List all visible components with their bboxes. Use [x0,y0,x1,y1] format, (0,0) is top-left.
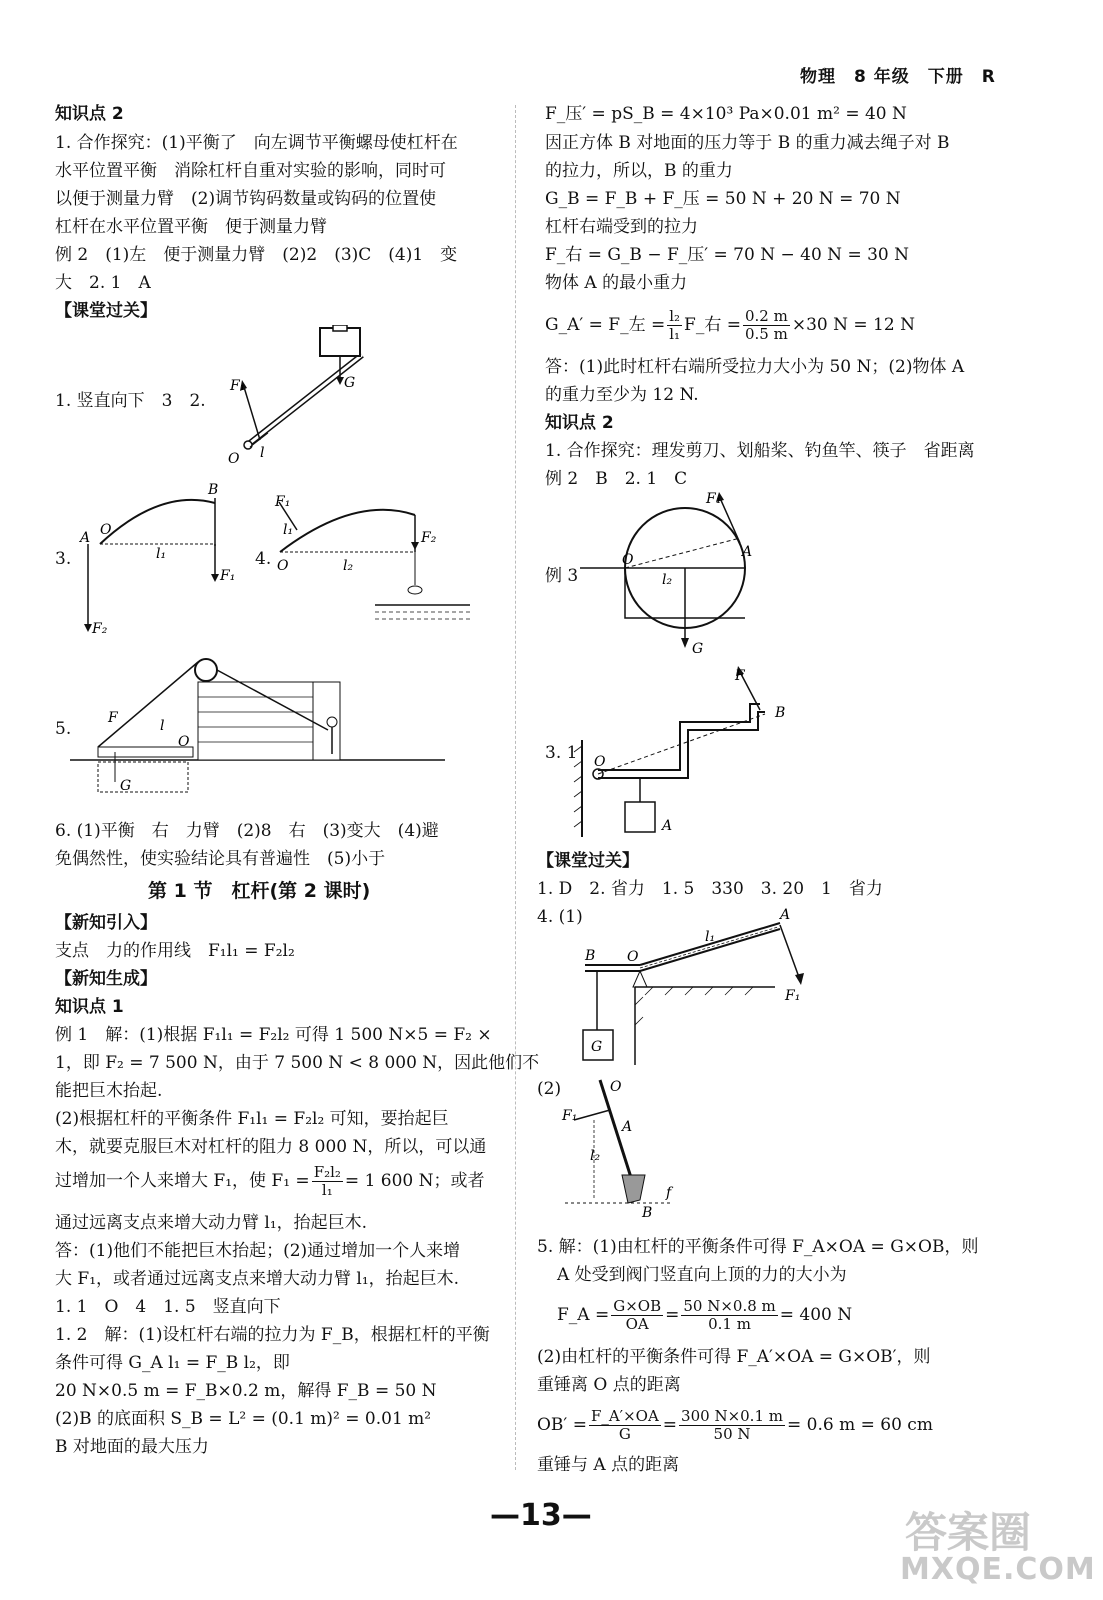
r8-frac1-den: l₁ [669,325,681,343]
q5-frac1-num: G×OB [613,1297,662,1315]
r8-frac2-num: 0.2 m [744,307,788,325]
label-F2: F₂ [92,621,108,637]
q3-label: 3. [55,549,72,569]
q5-line-6 [537,1408,933,1443]
q5-eq-2: = [662,1415,678,1435]
label-F1: F₁ [220,568,236,584]
r8-frac1-num: l₂ [669,307,681,325]
ex1-line-2: 1，即 F₂ = 7 500 N，由于 7 500 N < 8 000 N，因此他们不 [55,1053,540,1073]
label-B: B [208,482,219,498]
label-G: G [692,641,704,657]
q5-ob: OB′ = [537,1415,587,1435]
figure-q2-lever [220,325,390,465]
figure-kt4-1 [575,905,815,1075]
k2-line-1: 1. 合作探究：(1)平衡了 向左调节平衡螺母使杠杆在 [55,133,458,153]
figure-q3 [70,478,240,638]
label-l1: l₁ [705,929,716,945]
r-ketang-heading: 【课堂过关】 [537,851,639,871]
q5-frac3-num: F_A′×OA [590,1407,659,1425]
q5-label: 5. [55,719,72,739]
ex1-line-6 [55,1164,485,1199]
label-l2: l₂ [662,572,673,588]
label-l2: l₂ [590,1148,601,1164]
label-F2: F₂ [421,530,437,546]
ex1-frac-den: l₁ [321,1181,333,1199]
r-kt1: 1. D 2. 省力 1. 5 330 3. 20 1 省力 [537,879,883,899]
ex1-line-6b: = 1 600 N；或者 [344,1171,485,1191]
label-O: O [627,949,639,965]
k2-line-3: 以便于测量力臂 (2)调节钩码数量或钩码的位置使 [55,189,437,209]
q5-res: = 400 N [779,1305,853,1325]
q12-line-2: 条件可得 G_A l₁ = F_B l₂，即 [55,1353,290,1373]
label-A: A [622,1119,633,1135]
k1-title: 知识点 1 [55,997,124,1017]
watermark-url: MXQE.COM [900,1552,1096,1587]
r-kt4: 4. (1) [537,907,583,927]
q5-frac2-num: 50 N×0.8 m [683,1297,776,1315]
r-line-6: F_右 = G_B − F_压′ = 70 N − 40 N = 30 N [545,245,910,265]
figure-ex3 [570,488,760,658]
label-F: F [735,668,745,684]
label-O: O [178,734,190,750]
q5-frac4-den: 50 N [713,1425,751,1443]
r-k2-line-1: 1. 合作探究：理发剪刀、划船桨、钓鱼竿、筷子 省距离 [545,441,975,461]
xinzhi-shengcheng-heading: 【新知生成】 [55,969,157,989]
q31-label: 3. 1 [545,743,578,763]
figure-q4 [265,490,475,625]
label-B: B [642,1205,653,1220]
q12-line-1: 1. 2 解：(1)设杠杆右端的拉力为 F_B，根据杠杆的平衡 [55,1325,490,1345]
label-l1: l₁ [156,546,167,562]
yinru-text: 支点 力的作用线 F₁l₁ = F₂l₂ [55,941,295,961]
q6-line-2: 免偶然性，使实验结论具有普遍性 (5)小于 [55,849,386,869]
label-O: O [228,451,240,465]
r8b: F_右 = [684,315,741,335]
page-header: 物理 8 年级 下册 R [800,67,996,87]
label-F1: F₁ [275,494,291,510]
q5-line-4: (2)由杠杆的平衡条件可得 F_A′×OA = G×OB′，则 [537,1347,931,1367]
q5-frac1-den: OA [625,1315,649,1333]
label-F1: F₁ [706,491,722,507]
q5-fa: F_A = [557,1305,610,1325]
r8-frac-1 [667,308,682,343]
r-line-5: 杠杆右端受到的拉力 [545,217,698,237]
ex1-frac-num: F₂l₂ [313,1163,341,1181]
r-line-1: F_压′ = pS_B = 4×10³ Pa×0.01 m² = 40 N [545,104,907,124]
figure-q5 [70,642,450,802]
q5-line-3 [557,1298,852,1333]
r-line-7: 物体 A 的最小重力 [545,273,688,293]
q4-label: 4. [255,549,272,569]
q5-frac2-den: 0.1 m [708,1315,751,1333]
ex1-line-7: 通过远离支点来增大动力臂 l₁，抬起巨木. [55,1213,368,1233]
r-kt4-2: (2) [537,1079,562,1099]
label-l: l [260,445,265,461]
label-O: O [622,552,634,568]
r-k2-title: 知识点 2 [545,413,614,433]
q5-frac3-den: G [618,1425,631,1443]
label-O: O [610,1079,622,1095]
q12-line-3: 20 N×0.5 m = F_B×0.2 m，解得 F_B = 50 N [55,1381,437,1401]
ex1-fraction [312,1164,343,1199]
q11-line: 1. 1 O 4 1. 5 竖直向下 [55,1297,281,1317]
r-line-2: 因正方体 B 对地面的压力等于 B 的重力减去绳子对 B [545,133,950,153]
r-line-3: 的拉力，所以，B 的重力 [545,161,733,181]
label-F: F [108,710,118,726]
r-line-10: 的重力至少为 12 N. [545,385,699,405]
q5-res-2: = 0.6 m = 60 cm [787,1415,933,1435]
label-F1: F₁ [785,988,801,1004]
label-l2: l₂ [343,558,354,574]
ketang-heading: 【课堂过关】 [55,301,157,321]
q5-frac-3 [589,1408,661,1443]
label-l: l [160,718,165,734]
ex2-line-2: 大 2. 1 A [55,273,151,293]
label-A: A [80,530,91,546]
ex1-line-3: 能把巨木抬起. [55,1081,163,1101]
ex2-line-1: 例 2 (1)左 便于测量力臂 (2)2 (3)C (4)1 变 [55,245,458,265]
column-divider [515,105,516,1470]
k2-line-4: 杠杆在水平位置平衡 便于测量力臂 [55,217,327,237]
r8-frac-2 [743,308,790,343]
label-A: A [780,907,791,923]
r8a: G_A′ = F_左 = [545,315,666,335]
q5-line-1: 5. 解：(1)由杠杆的平衡条件可得 F_A×OA = G×OB，则 [537,1237,979,1257]
k2-title: 知识点 2 [55,104,124,124]
r8-frac2-den: 0.5 m [744,325,788,343]
k2-line-2: 水平位置平衡 消除杠杆自重对实验的影响，同时可 [55,161,446,181]
ex1-line-8: 答：(1)他们不能把巨木抬起；(2)通过增加一个人来增 [55,1241,461,1261]
label-f: f [666,1185,672,1201]
label-O: O [594,754,606,770]
figure-kt4-2 [560,1075,710,1220]
q5-eq: = [665,1305,680,1325]
label-G: G [120,778,132,794]
q1-text: 1. 竖直向下 3 2. [55,391,206,411]
q5-frac-4 [679,1408,785,1443]
xinzhi-yinru-heading: 【新知引入】 [55,913,157,933]
label-O: O [277,558,289,574]
q6-line-1: 6. (1)平衡 右 力臂 (2)8 右 (3)变大 (4)避 [55,821,439,841]
r-line-9: 答：(1)此时杠杆右端所受拉力大小为 50 N；(2)物体 A [545,357,965,377]
r-ex2: 例 2 B 2. 1 C [545,469,688,489]
label-l1: l₁ [283,522,294,538]
figure-q31 [570,662,810,842]
label-F1: F₁ [562,1108,578,1124]
label-B: B [585,948,596,964]
ex1-line-4: (2)根据杠杆的平衡条件 F₁l₁ = F₂l₂ 可知，要抬起巨 [55,1109,449,1129]
ex1-line-6a: 过增加一个人来增大 F₁，使 F₁ = [55,1171,310,1191]
watermark-logo: 答案圈 [905,1508,1032,1557]
ex1-line-5: 木，就要克服巨木对杠杆的阻力 8 000 N，所以，可以通 [55,1137,487,1157]
label-A: A [742,544,753,560]
ex1-line-1: 例 1 解：(1)根据 F₁l₁ = F₂l₂ 可得 1 500 N×5 = F₂ × [55,1025,492,1045]
q5-line-2: A 处受到阀门竖直向上顶的力的大小为 [557,1265,847,1285]
page-number: —13— [490,1498,592,1533]
label-O: O [100,522,112,538]
q5-line-5: 重锤离 O 点的距离 [537,1375,681,1395]
label-G: G [344,375,356,391]
ex1-line-9: 大 F₁，或者通过远离支点来增大动力臂 l₁，抬起巨木. [55,1269,460,1289]
label-A: A [662,818,673,834]
q5-frac-2 [681,1298,777,1333]
r8c: ×30 N = 12 N [791,315,915,335]
q12-line-4: (2)B 的底面积 S_B = L² = (0.1 m)² = 0.01 m² [55,1409,432,1429]
label-F1: F₁ [230,378,246,394]
section-title: 第 1 节 杠杆(第 2 课时) [148,880,371,902]
q12-line-5: B 对地面的最大压力 [55,1437,209,1457]
label-G: G [591,1039,603,1055]
ex3-label: 例 3 [545,566,579,586]
q5-line-7: 重锤与 A 点的距离 [537,1455,680,1475]
label-B: B [775,705,786,721]
q5-frac-1 [611,1298,663,1333]
r-line-8 [545,308,915,343]
q5-frac4-num: 300 N×0.1 m [681,1407,783,1425]
r-line-4: G_B = F_B + F_压 = 50 N + 20 N = 70 N [545,189,901,209]
